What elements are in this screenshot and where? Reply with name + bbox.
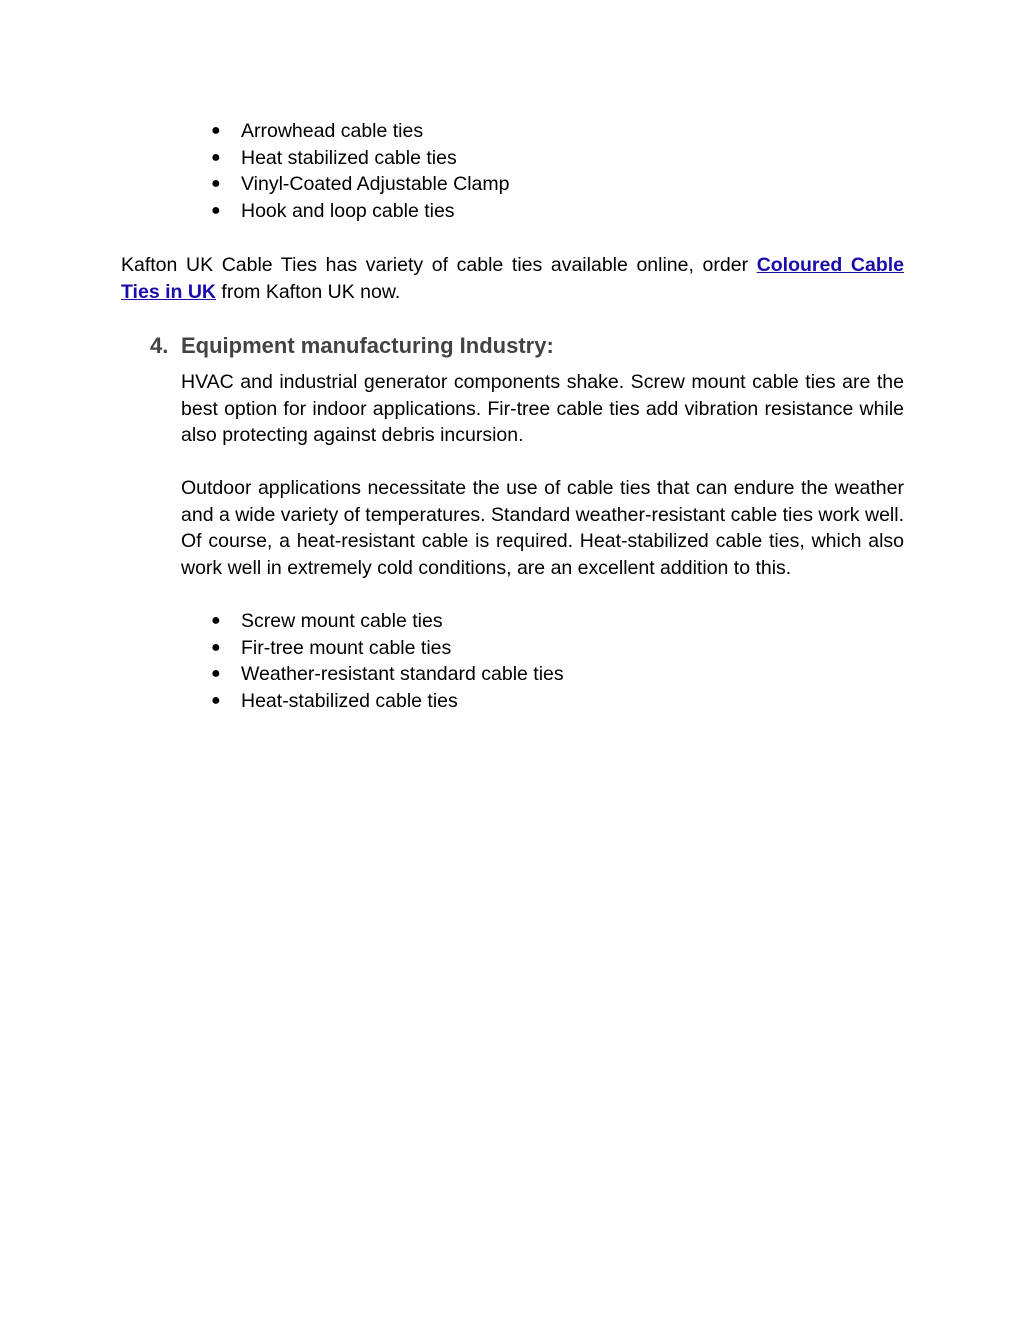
bullet-icon: ● [211, 612, 221, 629]
list-item-label: Weather-resistant standard cable ties [241, 663, 564, 685]
recommended-ties-list [0, 608, 564, 714]
list-item-label: Fir-tree mount cable ties [241, 636, 452, 659]
intro-paragraph [121, 252, 904, 305]
section-title: Equipment manufacturing Industry: [181, 333, 554, 358]
section-paragraph-1: HVAC and industrial generator components shake. Screw mount cable ties are the best option for indoor applications. Fir-tree cable ties add vibration resistance while also protecting against debris incursion. [181, 371, 904, 446]
list-item [0, 198, 509, 225]
list-item-label: Screw mount cable ties [241, 610, 443, 632]
cable-tie-types-list [0, 118, 509, 224]
section-heading [150, 331, 554, 361]
list-item-label: Heat-stabilized cable ties [241, 689, 458, 712]
bullet-icon: ● [211, 201, 221, 219]
section-paragraph-2: Outdoor applications necessitate the use of cable ties that can endure the weather and a wide variety of temperatures. Standard weather-resistant cable ties work well. Of course, a heat-resistant cable is required. Heat-stabilized cable ties, which also work well in extremely cold conditions, are an excellent addition to this. [181, 477, 904, 579]
list-item [0, 635, 564, 662]
list-item-label: Vinyl-Coated Adjustable Clamp [241, 173, 510, 195]
bullet-icon: ● [211, 638, 221, 656]
list-item-label: Arrowhead cable ties [241, 120, 424, 142]
bullet-icon: ● [211, 691, 221, 709]
list-item [0, 118, 509, 145]
list-item [0, 171, 509, 198]
bullet-icon: ● [211, 175, 221, 192]
bullet-icon: ● [211, 122, 221, 139]
list-item-label: Hook and loop cable ties [241, 199, 455, 222]
list-item [0, 608, 564, 635]
list-item [0, 145, 509, 172]
section-number: 4. [150, 333, 169, 358]
list-item-label: Heat stabilized cable ties [241, 146, 457, 169]
bullet-icon: ● [211, 665, 221, 682]
list-item [0, 688, 564, 715]
intro-text-before: Kafton UK Cable Ties has variety of cable ties available online, order [121, 254, 757, 276]
bullet-icon: ● [211, 148, 221, 166]
list-item [0, 661, 564, 688]
coloured-cable-ties-link[interactable]: Coloured Cable Ties in UK [121, 254, 904, 303]
intro-text-after: from Kafton UK now. [216, 280, 401, 303]
